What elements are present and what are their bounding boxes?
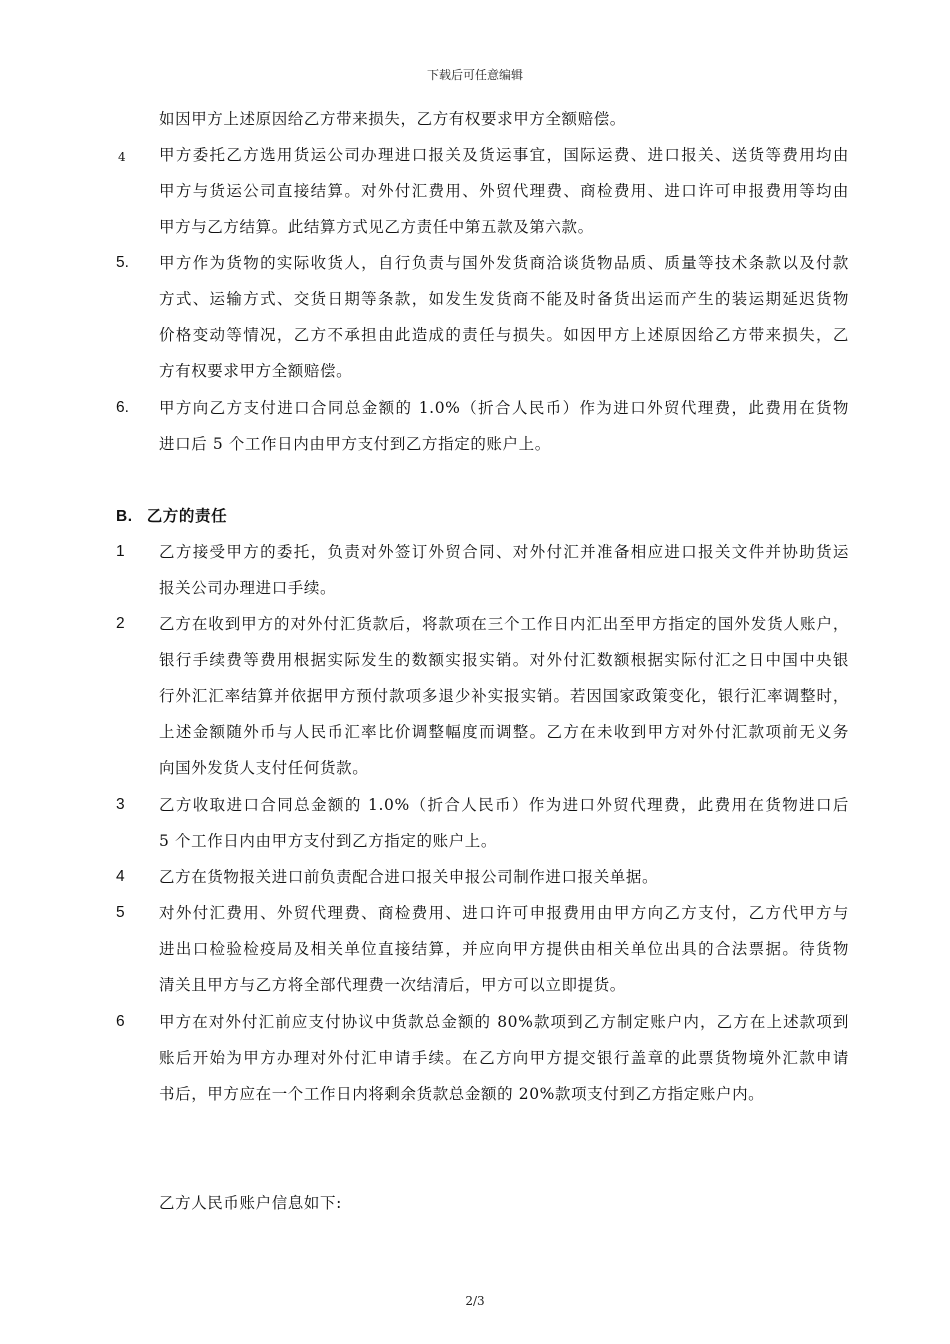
page-number: 2/3 bbox=[465, 1294, 485, 1308]
paragraph-line: 甲方作为货物的实际收货人，自行负责与国外发货商洽谈货物品质、质量等技术条款以及付款 bbox=[159, 254, 849, 272]
paragraph-line: 乙方在货物报关进口前负责配合进口报关申报公司制作进口报关单据。 bbox=[159, 868, 659, 886]
paragraph-line: 如因甲方上述原因给乙方带来损失，乙方有权要求甲方全额赔偿。 bbox=[159, 110, 626, 128]
paragraph-line: 对外付汇费用、外贸代理费、商检费用、进口许可申报费用由甲方向乙方支付，乙方代甲方与 bbox=[159, 904, 849, 922]
list-number: 1 bbox=[116, 543, 125, 560]
paragraph-line: 进出口检验检疫局及相关单位直接结算，并应向甲方提供由相关单位出具的合法票据。待货物 bbox=[159, 940, 849, 958]
page-header: 下载后可任意编辑 bbox=[426, 68, 523, 82]
list-number: 6 bbox=[116, 1013, 125, 1030]
paragraph-line: 方式、运输方式、交货日期等条款，如发生发货商不能及时备货出运而产生的装运期延迟货物 bbox=[159, 290, 849, 308]
paragraph-line: 甲方与货运公司直接结算。对外付汇费用、外贸代理费、商检费用、进口许可申报费用等均由 bbox=[159, 182, 849, 200]
list-number: 4 bbox=[116, 868, 125, 885]
paragraph-line: 向国外发货人支付任何货款。 bbox=[159, 759, 369, 777]
list-number: 2 bbox=[116, 615, 125, 632]
paragraph-line: 行外汇汇率结算并依据甲方预付款项多退少补实报实销。若因国家政策变化，银行汇率调整时， bbox=[159, 687, 849, 705]
section-heading bbox=[116, 506, 227, 527]
paragraph-line: 5 个工作日内由甲方支付到乙方指定的账户上。 bbox=[159, 832, 497, 850]
paragraph-line: 价格变动等情况，乙方不承担由此造成的责任与损失。如因甲方上述原因给乙方带来损失，乙 bbox=[159, 326, 849, 344]
paragraph-line: 乙方在收到甲方的对外付汇货款后，将款项在三个工作日内汇出至甲方指定的国外发货人账户， bbox=[159, 615, 849, 633]
paragraph-line: 乙方接受甲方的委托，负责对外签订外贸合同、对外付汇并准备相应进口报关文件并协助货运 bbox=[159, 543, 849, 561]
paragraph-line: 银行手续费等费用根据实际发生的数额实报实销。对外付汇数额根据实际付汇之日中国中央银 bbox=[159, 651, 849, 669]
account-info-intro: 乙方人民币账户信息如下: bbox=[159, 1194, 342, 1212]
paragraph-line: 甲方向乙方支付进口合同总金额的 1.0%（折合人民币）作为进口外贸代理费，此费用在货物 bbox=[159, 399, 849, 417]
paragraph-line: 甲方与乙方结算。此结算方式见乙方责任中第五款及第六款。 bbox=[159, 218, 594, 236]
paragraph-line: 甲方在对外付汇前应支付协议中货款总金额的 80%款项到乙方制定账户内，乙方在上述款项到 bbox=[159, 1013, 849, 1031]
paragraph-line: 账后开始为甲方办理对外付汇申请手续。在乙方向甲方提交银行盖章的此票货物境外汇款申请 bbox=[159, 1049, 849, 1067]
list-number: 5 bbox=[116, 904, 125, 921]
list-number: 6. bbox=[116, 399, 129, 416]
paragraph-line: 方有权要求甲方全额赔偿。 bbox=[159, 362, 353, 380]
list-number: 3 bbox=[116, 796, 125, 813]
list-number: 4 bbox=[118, 150, 126, 164]
section-title: 乙方的责任 bbox=[146, 506, 228, 525]
paragraph-line: 乙方收取进口合同总金额的 1.0%（折合人民币）作为进口外贸代理费，此费用在货物进口后 bbox=[159, 796, 849, 814]
paragraph-line: 报关公司办理进口手续。 bbox=[159, 579, 337, 597]
paragraph-line: 进口后 5 个工作日内由甲方支付到乙方指定的账户上。 bbox=[159, 435, 551, 453]
list-number: 5. bbox=[116, 254, 129, 271]
paragraph-line: 清关且甲方与乙方将全部代理费一次结清后，甲方可以立即提货。 bbox=[159, 976, 626, 994]
section-label: B. bbox=[116, 508, 133, 525]
paragraph-line: 上述金额随外币与人民币汇率比价调整幅度而调整。乙方在未收到甲方对外付汇款项前无义务 bbox=[159, 723, 849, 741]
paragraph-line: 甲方委托乙方选用货运公司办理进口报关及货运事宜，国际运费、进口报关、送货等费用均由 bbox=[159, 146, 849, 164]
paragraph-line: 书后，甲方应在一个工作日内将剩余货款总金额的 20%款项支付到乙方指定账户内。 bbox=[159, 1085, 765, 1103]
